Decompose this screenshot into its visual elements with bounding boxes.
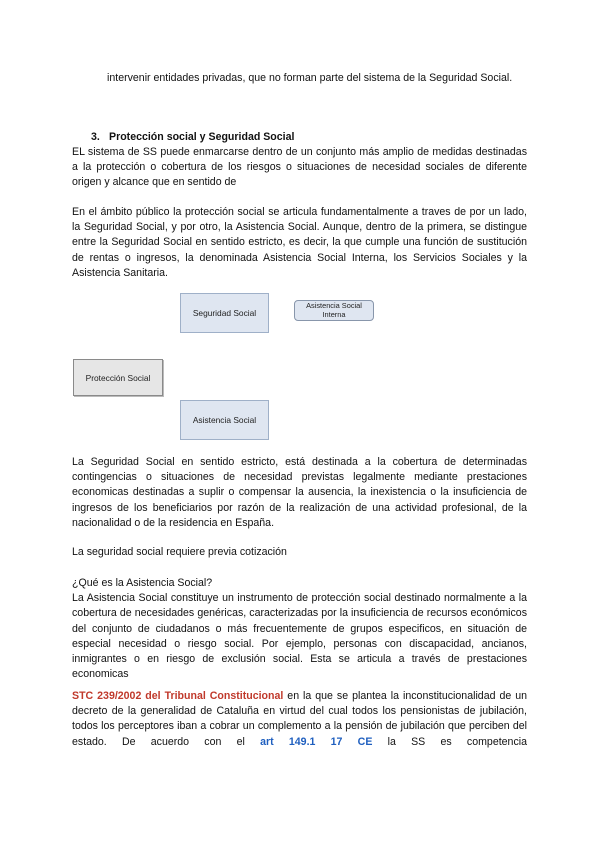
section-title: Protección social y Seguridad Social [109,131,295,143]
stc-text-2: la SS es competencia [372,735,527,748]
paragraph-cotizacion: La seguridad social requiere previa cotización [72,546,287,558]
stc-text-1: en la que se plantea la inconstitucionalidad de un decreto de la generalidad de Cataluña en virtud del cual todos los pensionistas de jubilación, todos los perceptores iban a cobrar un complemento a la pensión de jubilación que perciben del estado. De acuerdo con el [72,690,527,748]
paragraph-seguridad-social-estricto: La Seguridad Social en sentido estricto, está destinada a la cobertura de determinadas contingencias o situaciones de necesidad previstas legalmente mediante prestaciones economicas destinadas a suplir o compensar la ausencia, la inexistencia o la insuficiencia de ingresos de los beneficiarios por razón de la realización de una actividad profesional, de la nacionalidad o de la residencia en España. [72,456,527,529]
paragraph-stc [72,689,527,750]
paragraph-asistencia-social [72,576,527,682]
diagram-box-proteccion-social: Protección Social [73,359,163,396]
paragraph-ambito-publico: En el ámbito público la protección social se articula fundamentalmente a traves de por un lado, la Seguridad Social, y por otro, la Asistencia Social. Aunque, dentro de la primera, se distingue entre la Seguridad Social en sentido estricto, es decir, la que cumple una función de sustitución de rentas o ingresos, la denominada Asistencia Social Interna, los Servicios Sociales y la Asistencia Sanitaria. [72,206,527,279]
art-ce-link[interactable]: art 149.1 17 CE [260,735,373,748]
question-line: ¿Qué es la Asistencia Social? [72,577,213,589]
section-number: 3. [91,131,100,143]
continuation-paragraph: intervenir entidades privadas, que no forman parte del sistema de la Seguridad Social. [107,72,513,84]
stc-link[interactable]: STC 239/2002 del Tribunal Constitucional [72,690,284,702]
diagram-box-asistencia-social: Asistencia Social [180,400,269,440]
diagram-box-seguridad-social: Seguridad Social [180,293,269,333]
diagram-box-asistencia-social-interna [294,300,374,321]
paragraph-intro: EL sistema de SS puede enmarcarse dentro de un conjunto más amplio de medidas destinadas a la protección o cobertura de los riesgos o situaciones de necesidad sociales de diferente origen y alcance que en sentido de [72,146,527,189]
diagram-box-asistencia-social-interna-label: Asistencia Social Interna [306,301,362,319]
asistencia-social-body: La Asistencia Social constituye un instrumento de protección social destinado normalmente a la cobertura de necesidades genéricas, caracterizadas por la insuficiencia de recursos económicos del conjunto de ciudadanos o más frecuentemente de grupos especificos, en situación de especial necesidad o riesgo social. Por ejemplo, personas con discapacidad, ancianos, inmigrantes o en riesgo de exclusión social. Esta se articula a través de prestaciones economicas [72,592,527,681]
section-heading [91,130,294,145]
